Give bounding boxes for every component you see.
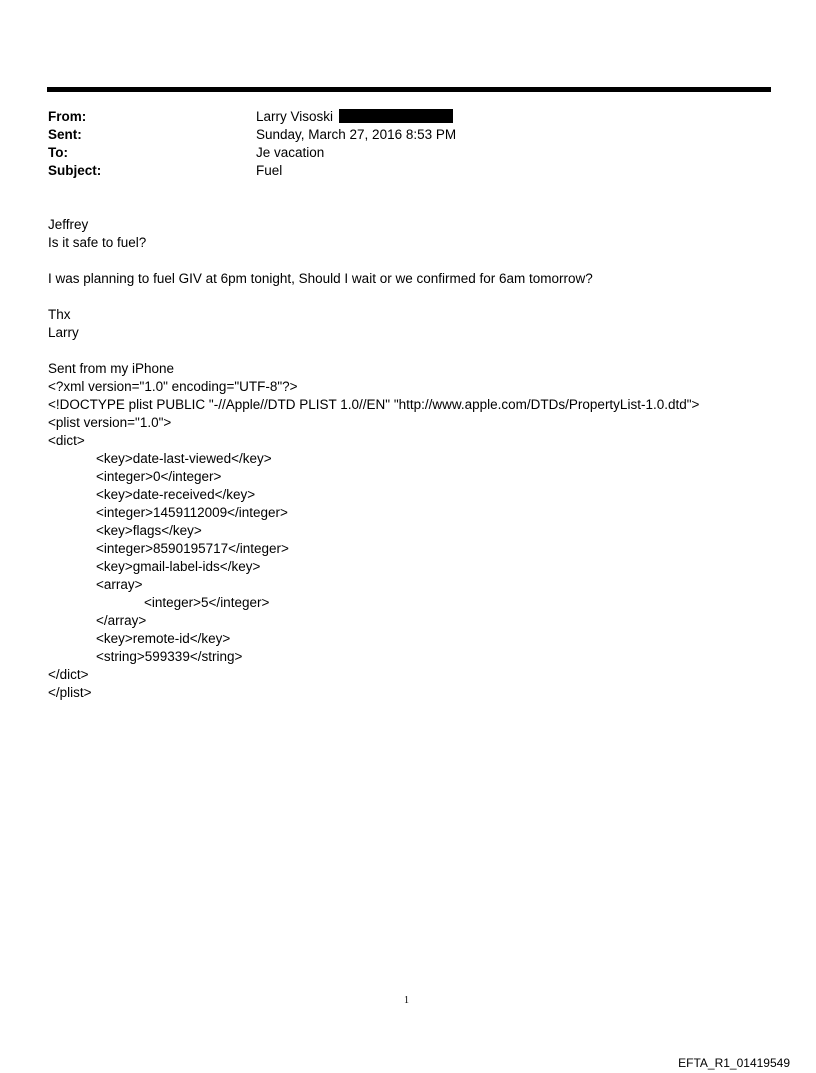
sent-row [48, 126, 456, 144]
plist-line: <integer>8590195717</integer> [96, 541, 289, 556]
plist-line: <key>gmail-label-ids</key> [96, 559, 261, 574]
subject-label: Subject: [48, 163, 102, 178]
spacer [48, 252, 699, 270]
signature: Larry [48, 325, 79, 340]
to-label: To: [48, 145, 68, 160]
plist-line: <key>flags</key> [96, 523, 202, 538]
plist-line: </plist> [48, 685, 92, 700]
page-number: 1 [404, 995, 409, 1006]
sent-label: Sent: [48, 127, 82, 142]
plist-line: <!DOCTYPE plist PUBLIC "-//Apple//DTD PLIST 1.0//EN" "http://www.apple.com/DTDs/PropertyList-1.0.dtd"> [48, 397, 700, 412]
plist-line: <key>remote-id</key> [96, 631, 231, 646]
plist-line: <key>date-received</key> [96, 487, 256, 502]
message: I was planning to fuel GIV at 6pm tonight, Should I wait or we confirmed for 6am tomorrow? [48, 271, 593, 286]
plist-line: <?xml version="1.0" encoding="UTF-8"?> [48, 379, 298, 394]
from-label: From: [48, 109, 87, 124]
sent-value: Sunday, March 27, 2016 8:53 PM [256, 127, 457, 142]
email-body [48, 216, 699, 702]
spacer [48, 342, 699, 360]
header-rule [47, 87, 771, 92]
plist-line: <integer>5</integer> [144, 595, 270, 610]
thanks: Thx [48, 307, 71, 322]
plist-line: <array> [96, 577, 143, 592]
plist-line: <plist version="1.0"> [48, 415, 172, 430]
plist-line: </dict> [48, 667, 89, 682]
plist-line: <key>date-last-viewed</key> [96, 451, 272, 466]
subject-value: Fuel [256, 163, 283, 178]
plist-line: <dict> [48, 433, 85, 448]
plist-line: <integer>0</integer> [96, 469, 222, 484]
subject-row [48, 162, 456, 180]
document-id: EFTA_R1_01419549 [678, 1056, 790, 1070]
from-row [48, 108, 456, 126]
to-row [48, 144, 456, 162]
question: Is it safe to fuel? [48, 235, 147, 250]
sent-from: Sent from my iPhone [48, 361, 175, 376]
spacer [48, 288, 699, 306]
from-value [256, 108, 453, 126]
plist-line: <string>599339</string> [96, 649, 243, 664]
plist-line: <integer>1459112009</integer> [96, 505, 288, 520]
email-header [48, 108, 456, 180]
greeting: Jeffrey [48, 217, 89, 232]
to-value: Je vacation [256, 145, 325, 160]
redaction-block [339, 109, 453, 123]
from-name: Larry Visoski [256, 109, 334, 124]
plist-line: </array> [96, 613, 147, 628]
